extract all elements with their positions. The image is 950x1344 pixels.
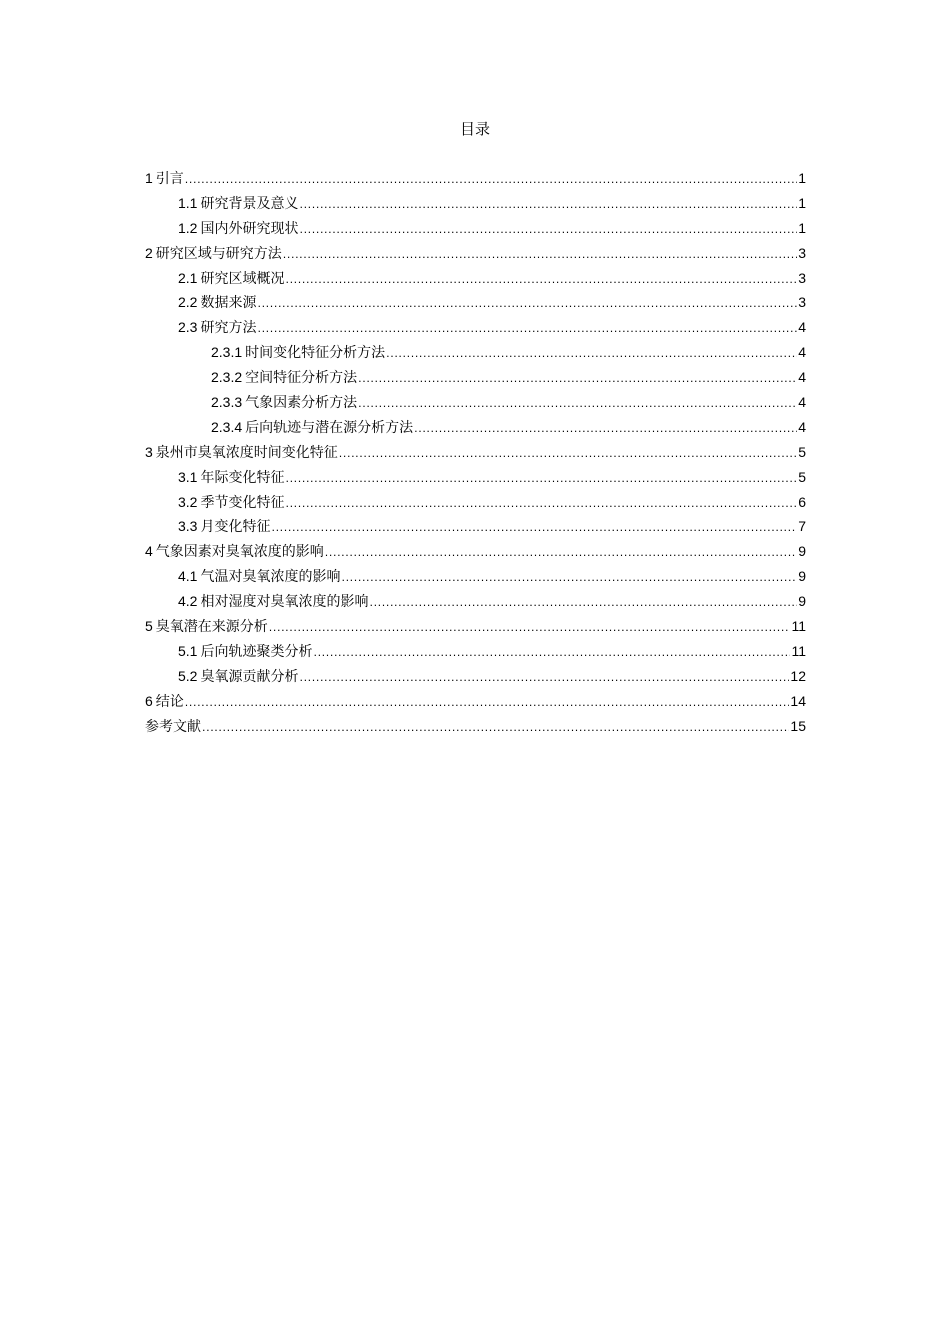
toc-entry-page-number: 3 [798,294,806,311]
toc-entry-number: 5 [145,618,153,635]
toc-entry-text: 后向轨迹聚类分析 [200,643,313,660]
toc-entry[interactable] [145,514,806,539]
toc-entry[interactable] [145,564,806,589]
toc-dot-leader [271,516,797,541]
toc-entry-number: 2.3.2 [211,369,243,386]
toc-entry-number: 1 [145,170,153,186]
toc-entry-text: 相对湿度对臭氧浓度的影响 [200,594,369,611]
toc-dot-leader [369,591,797,616]
toc-entry-page-number: 9 [798,593,806,610]
toc-entry[interactable] [145,290,806,315]
toc-entry-page-number: 3 [798,269,806,286]
toc-entry-page-number: 5 [798,468,806,485]
toc-entry-text: 空间特征分析方法 [245,370,358,387]
toc-entry-page-number: 4 [798,344,806,361]
toc-entry-page-number: 6 [798,493,806,510]
toc-entry-label [145,241,282,267]
toc-entry[interactable] [145,191,806,216]
toc-entry[interactable] [145,539,806,564]
toc-entry-number: 3.2 [178,493,198,510]
toc-entry-label [178,564,340,590]
toc-entry-text: 研究区域概况 [200,270,285,287]
toc-entry[interactable] [145,340,806,365]
toc-entry-label [178,490,284,516]
toc-entry-number: 4.2 [178,593,198,610]
toc-dot-leader [185,691,790,716]
toc-entry-page-number: 7 [798,518,806,535]
toc-entry-page-number: 9 [798,568,806,585]
toc-dot-leader [299,666,789,691]
toc-entry-number: 2.3 [178,319,198,336]
toc-entry-page-number: 3 [798,244,806,261]
toc-dot-leader [339,442,797,467]
toc-entry[interactable] [145,714,806,739]
toc-entry-number: 2.1 [178,269,198,286]
toc-entry-label [178,589,368,615]
toc-entry-number: 6 [145,692,153,709]
toc-entry-text: 研究背景及意义 [200,195,299,212]
toc-entry-page-number: 1 [798,170,806,186]
toc-entry-number: 1.1 [178,194,198,211]
toc-dot-leader [358,367,797,392]
toc-entry[interactable] [145,216,806,241]
toc-entry-text: 臭氧潜在来源分析 [155,619,268,636]
toc-entry[interactable] [145,415,806,440]
toc-entry-page-number: 4 [798,319,806,336]
toc-dot-leader [257,292,797,317]
toc-entry[interactable] [145,166,806,191]
toc-entry-label [178,191,298,217]
toc-entry-label [145,689,184,715]
toc-entry-text: 结论 [155,693,184,710]
toc-entry-number: 3.3 [178,518,198,535]
toc-entry-label [145,539,324,565]
toc-entry-number: 2.3.1 [211,344,243,361]
toc-dot-leader [325,541,797,566]
toc-entry-text: 泉州市臭氧浓度时间变化特征 [155,444,338,461]
toc-entry[interactable] [145,689,806,714]
toc-entry-text: 研究方法 [200,320,257,337]
toc-entry-label [145,715,201,740]
toc-entry-number: 2.3.3 [211,394,243,411]
toc-entry-text: 参考文献 [145,718,201,735]
toc-entry-text: 研究区域与研究方法 [155,245,282,262]
toc-entry-label [178,514,270,540]
toc-entry-label [178,664,298,690]
toc-entry-number: 2.3.4 [211,418,243,435]
toc-entry-text: 臭氧源贡献分析 [200,668,299,685]
toc-entry-text: 数据来源 [200,295,257,312]
toc-entry-label [211,365,357,391]
toc-entry-number: 5.1 [178,642,198,659]
toc-dot-leader [285,492,797,517]
toc-entry[interactable] [145,639,806,664]
toc-entry-page-number: 4 [798,394,806,411]
toc-title: 目录 [459,120,490,138]
toc-dot-leader [185,168,797,193]
toc-entry-text: 季节变化特征 [200,494,285,511]
toc-entry-label [178,290,256,316]
toc-entry-text: 后向轨迹与潜在源分析方法 [245,419,414,436]
toc-dot-leader [358,392,797,417]
toc-entry-label [145,166,184,192]
toc-entry-text: 引言 [155,171,184,187]
toc-entry[interactable] [145,614,806,639]
toc-dot-leader [257,317,797,342]
toc-entry-text: 国内外研究现状 [200,220,299,237]
toc-entry-text: 气象因素对臭氧浓度的影响 [155,544,324,561]
toc-entry-label [178,266,284,292]
toc-dot-leader [269,616,791,641]
toc-dot-leader [386,342,797,367]
toc-entry-label [178,465,284,491]
toc-entry-label [145,614,268,640]
toc-entry-label [211,390,357,416]
toc-entry-page-number: 1 [798,194,806,211]
toc-entry-page-number: 11 [791,642,806,659]
toc-entry[interactable] [145,589,806,614]
toc-entry[interactable] [145,465,806,490]
toc-entry-number: 3 [145,443,153,460]
toc-entry-label [145,440,338,466]
toc-dot-leader [202,716,789,741]
toc-entry[interactable] [145,266,806,291]
toc-entry-label [211,340,385,366]
toc-entry-page-number: 4 [798,418,806,435]
toc-entry-number: 3.1 [178,468,198,485]
toc-entry-text: 年际变化特征 [200,469,285,486]
toc-entry-page-number: 15 [790,717,806,734]
toc-dot-leader [313,641,790,666]
toc-dot-leader [285,268,797,293]
toc-dot-leader [299,193,797,218]
toc-dot-leader [299,218,797,243]
toc-entry-page-number: 11 [791,618,806,635]
toc-entry-text: 气象因素分析方法 [245,395,358,412]
toc-list [145,166,806,738]
toc-dot-leader [283,243,797,268]
toc-entry-page-number: 5 [798,443,806,460]
toc-entry-label [178,639,312,665]
toc-entry-label [178,216,298,242]
toc-entry-page-number: 4 [798,369,806,386]
toc-entry[interactable] [145,241,806,266]
toc-entry[interactable] [145,365,806,390]
toc-dot-leader [285,467,797,492]
toc-entry-text: 时间变化特征分析方法 [245,345,386,362]
toc-entry-number: 4.1 [178,568,198,585]
toc-entry-page-number: 1 [798,219,806,236]
toc-entry[interactable] [145,664,806,689]
toc-entry-page-number: 14 [790,692,806,709]
toc-entry-page-number: 9 [798,543,806,560]
toc-entry-number: 1.2 [178,219,198,236]
toc-entry-number: 4 [145,543,153,560]
toc-entry[interactable] [145,490,806,515]
toc-entry-number: 2 [145,244,153,261]
toc-entry[interactable] [145,440,806,465]
toc-entry[interactable] [145,315,806,340]
toc-entry-number: 2.2 [178,294,198,311]
toc-entry-label [211,415,413,441]
toc-entry[interactable] [145,390,806,415]
toc-entry-label [178,315,256,341]
toc-entry-number: 5.2 [178,667,198,684]
toc-dot-leader [341,566,797,591]
toc-entry-text: 月变化特征 [200,519,271,536]
toc-entry-text: 气温对臭氧浓度的影响 [200,569,341,586]
toc-dot-leader [414,417,797,442]
toc-entry-page-number: 12 [790,667,806,684]
